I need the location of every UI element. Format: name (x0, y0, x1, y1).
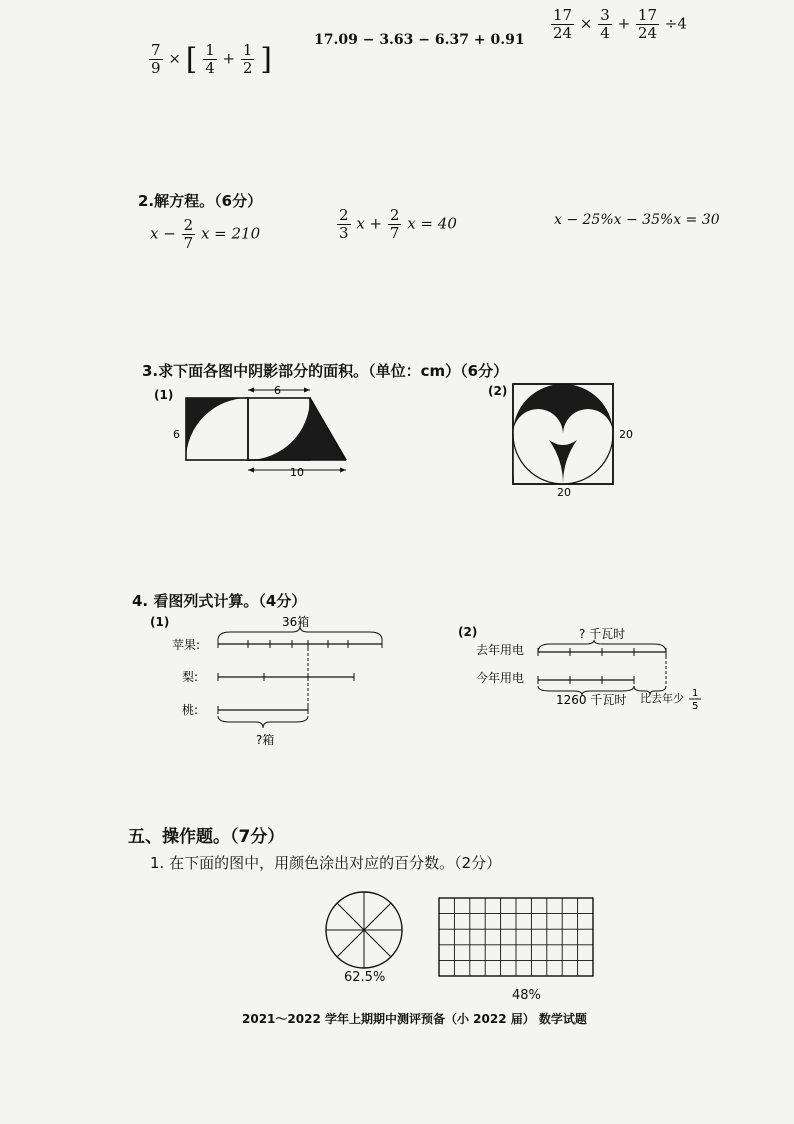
circle-percent-label: 62.5% (344, 970, 386, 985)
q4-figure-1 (170, 612, 390, 762)
pear-label: 梨: (182, 670, 199, 684)
calc-expression-1: $\frac{7}{9}$ × [ $\frac{1}{4}$ + $\frac{1}{2}$ ] (151, 41, 272, 77)
q4-figure-2-label: (2) (458, 625, 478, 639)
q4-figure-1-label: (1) (150, 615, 170, 629)
q3-figure-2-label: (2) (488, 384, 508, 398)
fig2-bottom-dim: 20 (557, 486, 571, 499)
shaded-region-1b (248, 398, 346, 460)
bottom-value: 1260 千瓦时 (556, 693, 627, 707)
page-footer: 2021～2022 学年上期期中测评预备（小 2022 届） 数学试题 (242, 1012, 587, 1026)
q5-title: 五、操作题。（7分） (128, 827, 285, 847)
equation-3: x − 25%x − 35%x = 30 (554, 212, 720, 228)
less-text: 比去年少 (640, 692, 684, 705)
q3-title: 3.求下面各图中阴影部分的面积。（单位：cm）（6分） (142, 362, 509, 380)
calc-expression-3: $\frac{17}{24}$ × $\frac{3}{4}$ + $\frac{17}{24}$ ÷4 (553, 6, 687, 42)
top-question: ? 千瓦时 (579, 627, 626, 641)
fig2-side-dim: 20 (619, 428, 633, 441)
fig1-bottom-dim: 10 (290, 466, 304, 479)
apple-label: 苹果: (172, 638, 201, 652)
percent-circle (322, 888, 406, 972)
question-value: ?箱 (256, 733, 275, 747)
fig1-top-dim: 6 (274, 386, 281, 397)
less-frac-den: 5 (692, 701, 699, 712)
q2-title: 2.解方程。（6分） (138, 192, 263, 210)
q5-sub1: 1. 在下面的图中，用颜色涂出对应的百分数。（2分） (150, 854, 502, 872)
last-year-label: 去年用电 (476, 643, 525, 657)
q3-figure-1-label: (1) (154, 388, 174, 402)
q4-title: 4. 看图列式计算。（4分） (132, 592, 307, 610)
q3-figure-1 (170, 386, 360, 496)
grid-percent-label: 48% (512, 988, 541, 1003)
q4-figure-2 (474, 624, 714, 714)
top-value: 36箱 (282, 615, 310, 629)
equation-2: $\frac{2}{3}$ x + $\frac{2}{7}$ x = 40 (339, 206, 457, 242)
calc-expression-2: 17.09 − 3.63 − 6.37 + 0.91 (314, 32, 525, 48)
shaded-region-1a (186, 398, 248, 460)
percent-grid (435, 894, 599, 982)
this-year-label: 今年用电 (476, 671, 525, 685)
equation-1: x − $\frac{2}{7}$ x = 210 (150, 216, 261, 252)
peach-label: 桃: (182, 703, 199, 717)
less-frac-num: 1 (692, 688, 699, 699)
fig1-side-dim: 6 (173, 428, 180, 441)
q3-figure-2 (505, 380, 645, 500)
